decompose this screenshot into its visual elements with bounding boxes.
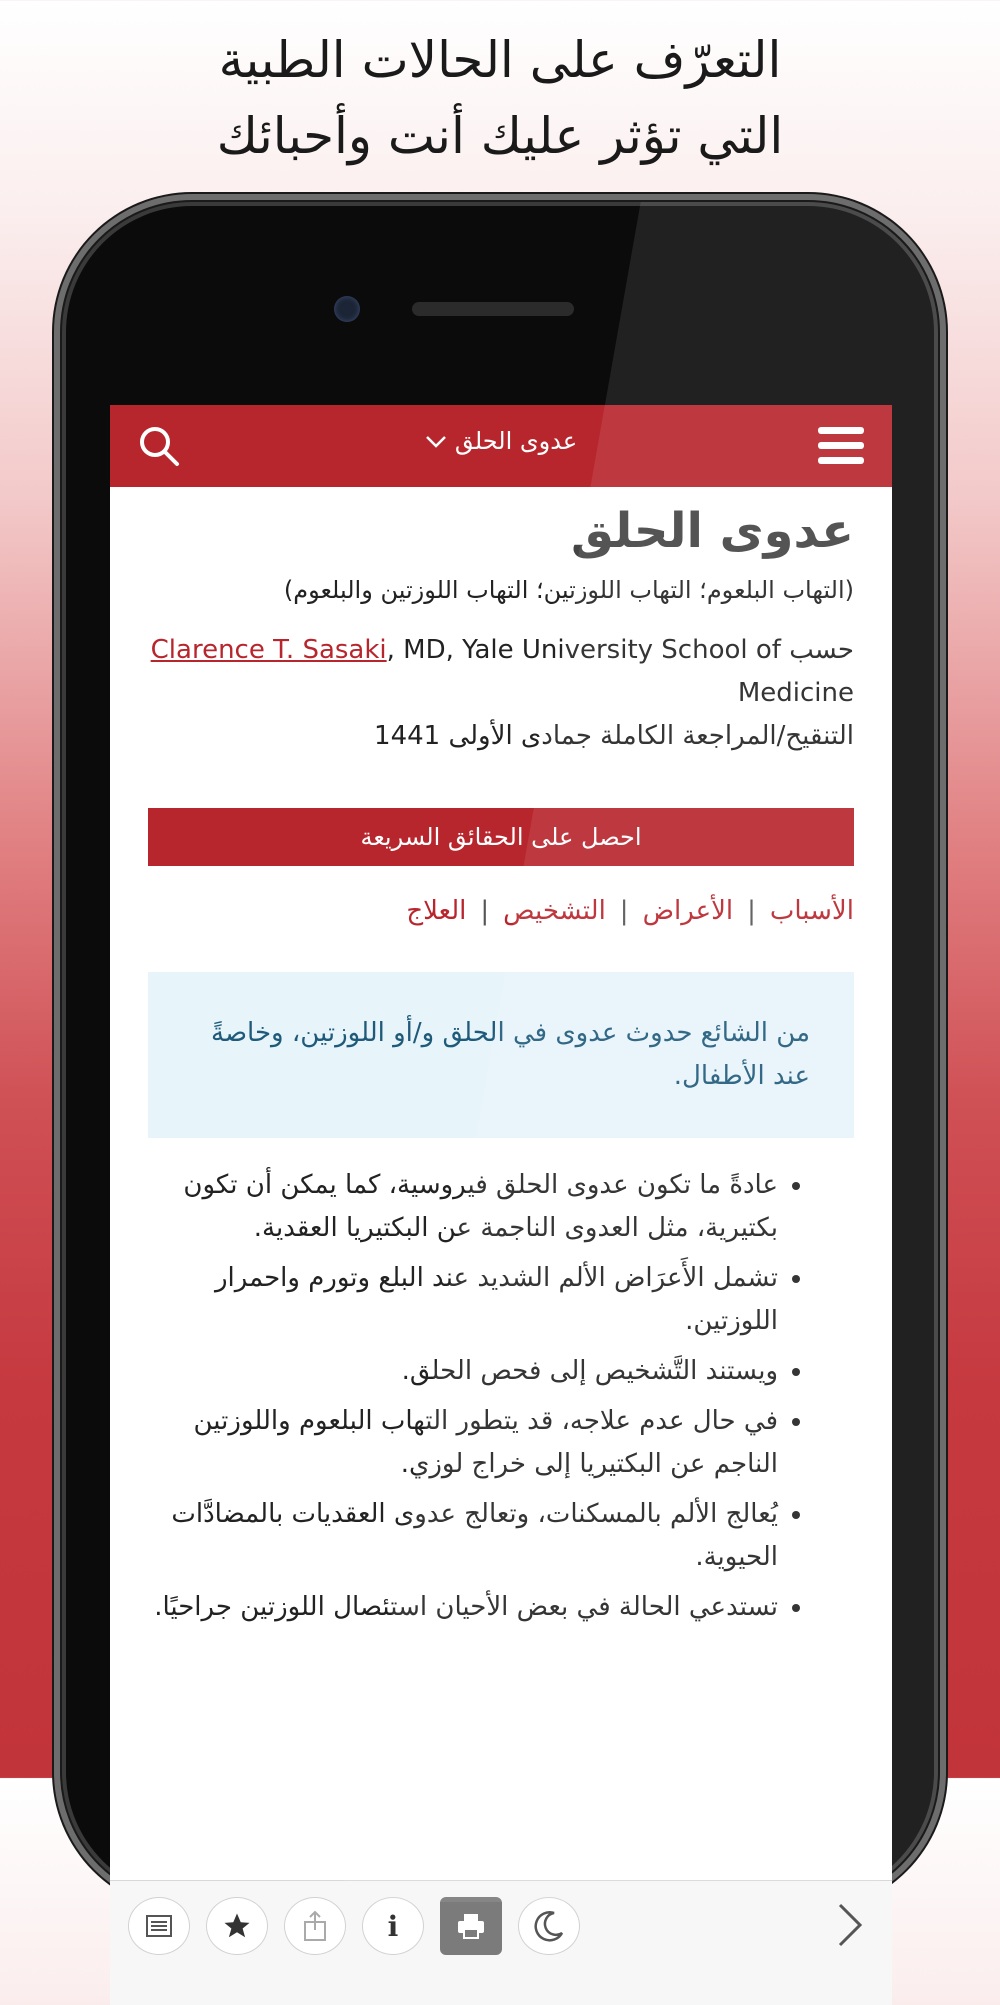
chevron-right-icon[interactable] xyxy=(830,1899,870,1951)
search-icon[interactable] xyxy=(138,425,180,467)
hamburger-menu-icon[interactable] xyxy=(818,427,864,467)
section-links: الأسباب|الأعراض|التشخيص|العلاج xyxy=(406,896,854,926)
promo-line-1: التعرّف على الحالات الطبية xyxy=(218,31,782,89)
section-link-diagnosis[interactable]: التشخيص xyxy=(503,896,606,926)
list-item: • في حال عدم علاجه، قد يتطور التهاب البلعوم واللوزتين الناجم عن البكتيريا إلى خراج لوزي. xyxy=(148,1400,778,1486)
list-item: • تشمل الأَعرَاض الألم الشديد عند البلع وتورم واحمرار اللوزتين. xyxy=(148,1257,778,1343)
byline xyxy=(148,629,854,715)
list-item: • عادةً ما تكون عدوى الحلق فيروسية، كما يمكن أن تكون بكتيرية، مثل العدوى الناجمة عن البكتيريا العقدية. xyxy=(148,1164,778,1250)
app-header xyxy=(110,405,892,487)
chevron-down-icon xyxy=(425,427,447,455)
list-item: • تستدعي الحالة في بعض الأحيان استئصال اللوزتين جراحيًا. xyxy=(148,1586,778,1629)
promo-headline xyxy=(0,22,1000,174)
author-affiliation: , MD, Yale University School of Medicine xyxy=(386,635,854,708)
alternate-names: (التهاب البلعوم؛ التهاب اللوزتين؛ التهاب اللوزتين والبلعوم) xyxy=(283,576,854,604)
star-icon[interactable] xyxy=(206,1897,268,1955)
info-icon[interactable]: i xyxy=(362,1897,424,1955)
article xyxy=(148,487,854,1636)
promo-line-2: التي تؤثر عليك أنت وأحبائك xyxy=(216,107,784,165)
speaker-grille xyxy=(412,302,574,316)
section-link-symptoms[interactable]: الأعراض xyxy=(642,896,734,926)
section-link-causes[interactable]: الأسباب xyxy=(769,896,854,926)
night-mode-icon[interactable] xyxy=(518,1897,580,1955)
quick-facts-button[interactable]: احصل على الحقائق السريعة xyxy=(148,808,854,866)
camera-icon xyxy=(334,296,360,322)
summary-callout: من الشائع حدوث عدوى في الحلق و/أو اللوزتين، وخاصةً عند الأطفال. xyxy=(148,972,854,1138)
print-icon[interactable] xyxy=(440,1897,502,1955)
topic-selector-label: عدوى الحلق xyxy=(454,427,578,455)
list-item: • يُعالج الألم بالمسكنات، وتعالج عدوى العقديات بالمضادَّات الحيوية. xyxy=(148,1493,778,1579)
share-icon[interactable] xyxy=(284,1897,346,1955)
list-icon[interactable] xyxy=(128,1897,190,1955)
section-link-treatment[interactable]: العلاج xyxy=(406,896,467,926)
phone-frame xyxy=(62,202,938,1943)
app-screen xyxy=(110,405,892,2005)
topic-selector[interactable] xyxy=(310,427,692,455)
key-points-list xyxy=(148,1164,854,1629)
author-link[interactable]: Clarence T. Sasaki xyxy=(150,635,387,665)
review-date: التنقيح/المراجعة الكاملة جمادى الأولى 1441 xyxy=(374,721,854,751)
list-item: • ويستند التَّشخيص إلى فحص الحلق. xyxy=(148,1350,778,1393)
bottom-toolbar xyxy=(110,1880,892,2005)
article-title: عدوى الحلق xyxy=(571,503,854,559)
byline-prefix: حسب xyxy=(789,635,854,665)
